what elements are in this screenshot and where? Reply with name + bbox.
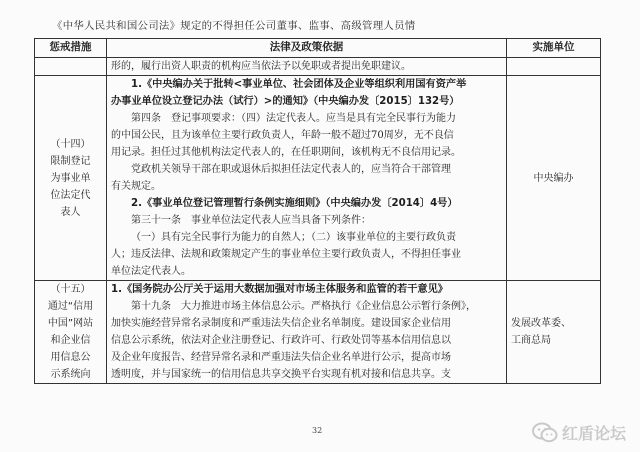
law-line: 用记录。担任过其他机构法定代表人的，在任职期间，该机构无不良信用记录。 xyxy=(111,147,461,158)
law-line: 单位法定代表人。 xyxy=(111,266,191,277)
measure-line: 通过“信用 xyxy=(47,301,94,312)
law-line: 形的，履行出资人职责的机构应当依法予以免职或者提出免职建议。 xyxy=(111,61,411,72)
cell-law-14 xyxy=(107,76,507,281)
law-line: 第三十一条 事业单位法定代表人应当具备下列条件： xyxy=(131,215,371,226)
cell-measure-14 xyxy=(35,76,107,281)
cell-measure-empty xyxy=(35,58,107,76)
intro-line: 《中华人民共和国公司法》规定的不得担任公司董事、监事、高级管理人员情 xyxy=(52,20,416,32)
law-line: （一）具有完全民事行为能力的自然人；（二）该事业单位的主要行政负责 xyxy=(131,232,456,243)
measure-line: 表人 xyxy=(60,206,81,218)
law-line: 党政机关领导干部在职或退休后拟担任法定代表人的，应当符合干部管理 xyxy=(131,164,451,175)
law-line: 人；违反法律、法规和政策规定产生的事业单位主要行政负责人，不得担任事业 xyxy=(111,249,461,260)
law-line: 办事业单位设立登记办法（试行）>的通知》（中央编办发〔2015〕132号） xyxy=(111,96,460,107)
header-unit: 实施单位 xyxy=(507,39,601,58)
cell-law-15 xyxy=(107,281,507,384)
law-line: 有关规定。 xyxy=(111,181,161,192)
wechat-icon xyxy=(532,422,558,444)
measure-line: 用信息公 xyxy=(50,352,91,363)
law-line: 第四条 登记事项要求：（四）法定代表人。应当是具有完全民事行为能力 xyxy=(131,113,456,124)
law-line: 1.《中央编办关于批转<事业单位、社会团体及企业等组织利用国有资产举 xyxy=(131,79,467,90)
unit-label: 工商总局 xyxy=(511,335,551,346)
measure-line: （十四） xyxy=(50,138,91,150)
measure-line: 为事业单 xyxy=(50,172,91,184)
cell-unit-14 xyxy=(507,76,601,281)
header-law: 法律及政策依据 xyxy=(107,39,507,58)
header-measure: 惩戒措施 xyxy=(35,39,107,58)
law-line: 加快实施经营异常名录制度和严重违法失信企业名单制度。建设国家企业信用 xyxy=(111,318,451,329)
page-number: 32 xyxy=(312,426,323,435)
law-line: 1.《国务院办公厅关于运用大数据加强对市场主体服务和监管的若干意见》 xyxy=(111,284,448,295)
measure-line: （十五） xyxy=(50,284,91,295)
cell-unit-15 xyxy=(507,281,601,384)
law-line: 第十九条 大力推进市场主体信息公示。严格执行《企业信息公示暂行条例》， xyxy=(131,301,476,312)
cell-law-continuation xyxy=(107,58,507,76)
cell-measure-15 xyxy=(35,281,107,384)
measure-line: 示系统向 xyxy=(50,369,91,380)
cell-unit-empty xyxy=(507,58,601,76)
watermark xyxy=(532,421,626,444)
measure-line: 位法定代 xyxy=(50,189,91,201)
measure-line: 和企业信 xyxy=(50,335,91,346)
unit-label: 发展改革委、 xyxy=(511,318,571,329)
watermark-text: 红盾论坛 xyxy=(561,424,626,443)
table-row-14 xyxy=(35,76,601,281)
law-line: 2.《事业单位登记管理暂行条例实施细则》（中央编办发〔2014〕4号） xyxy=(131,198,458,209)
table-row-continuation xyxy=(35,58,601,76)
measure-line: 中国”网站 xyxy=(47,318,94,329)
table-header-row xyxy=(35,39,601,58)
law-line: 信息公示系统，依法对企业注册登记、行政许可、行政处罚等基本信用信息以 xyxy=(111,335,451,346)
measure-line: 限制登记 xyxy=(50,155,91,167)
table-row-15 xyxy=(35,281,601,384)
unit-label: 中央编办 xyxy=(533,172,574,184)
law-line: 透明度，并与国家统一的信用信息共享交换平台实现有机对接和信息共享。支 xyxy=(111,369,451,380)
law-line: 的中国公民，且为该单位主要行政负责人，年龄一般不超过70周岁，无不良信 xyxy=(111,130,454,141)
law-line: 及企业年度报告、经营异常名录和严重违法失信企业名单进行公示，提高市场 xyxy=(111,352,451,363)
sanctions-table xyxy=(34,38,601,384)
